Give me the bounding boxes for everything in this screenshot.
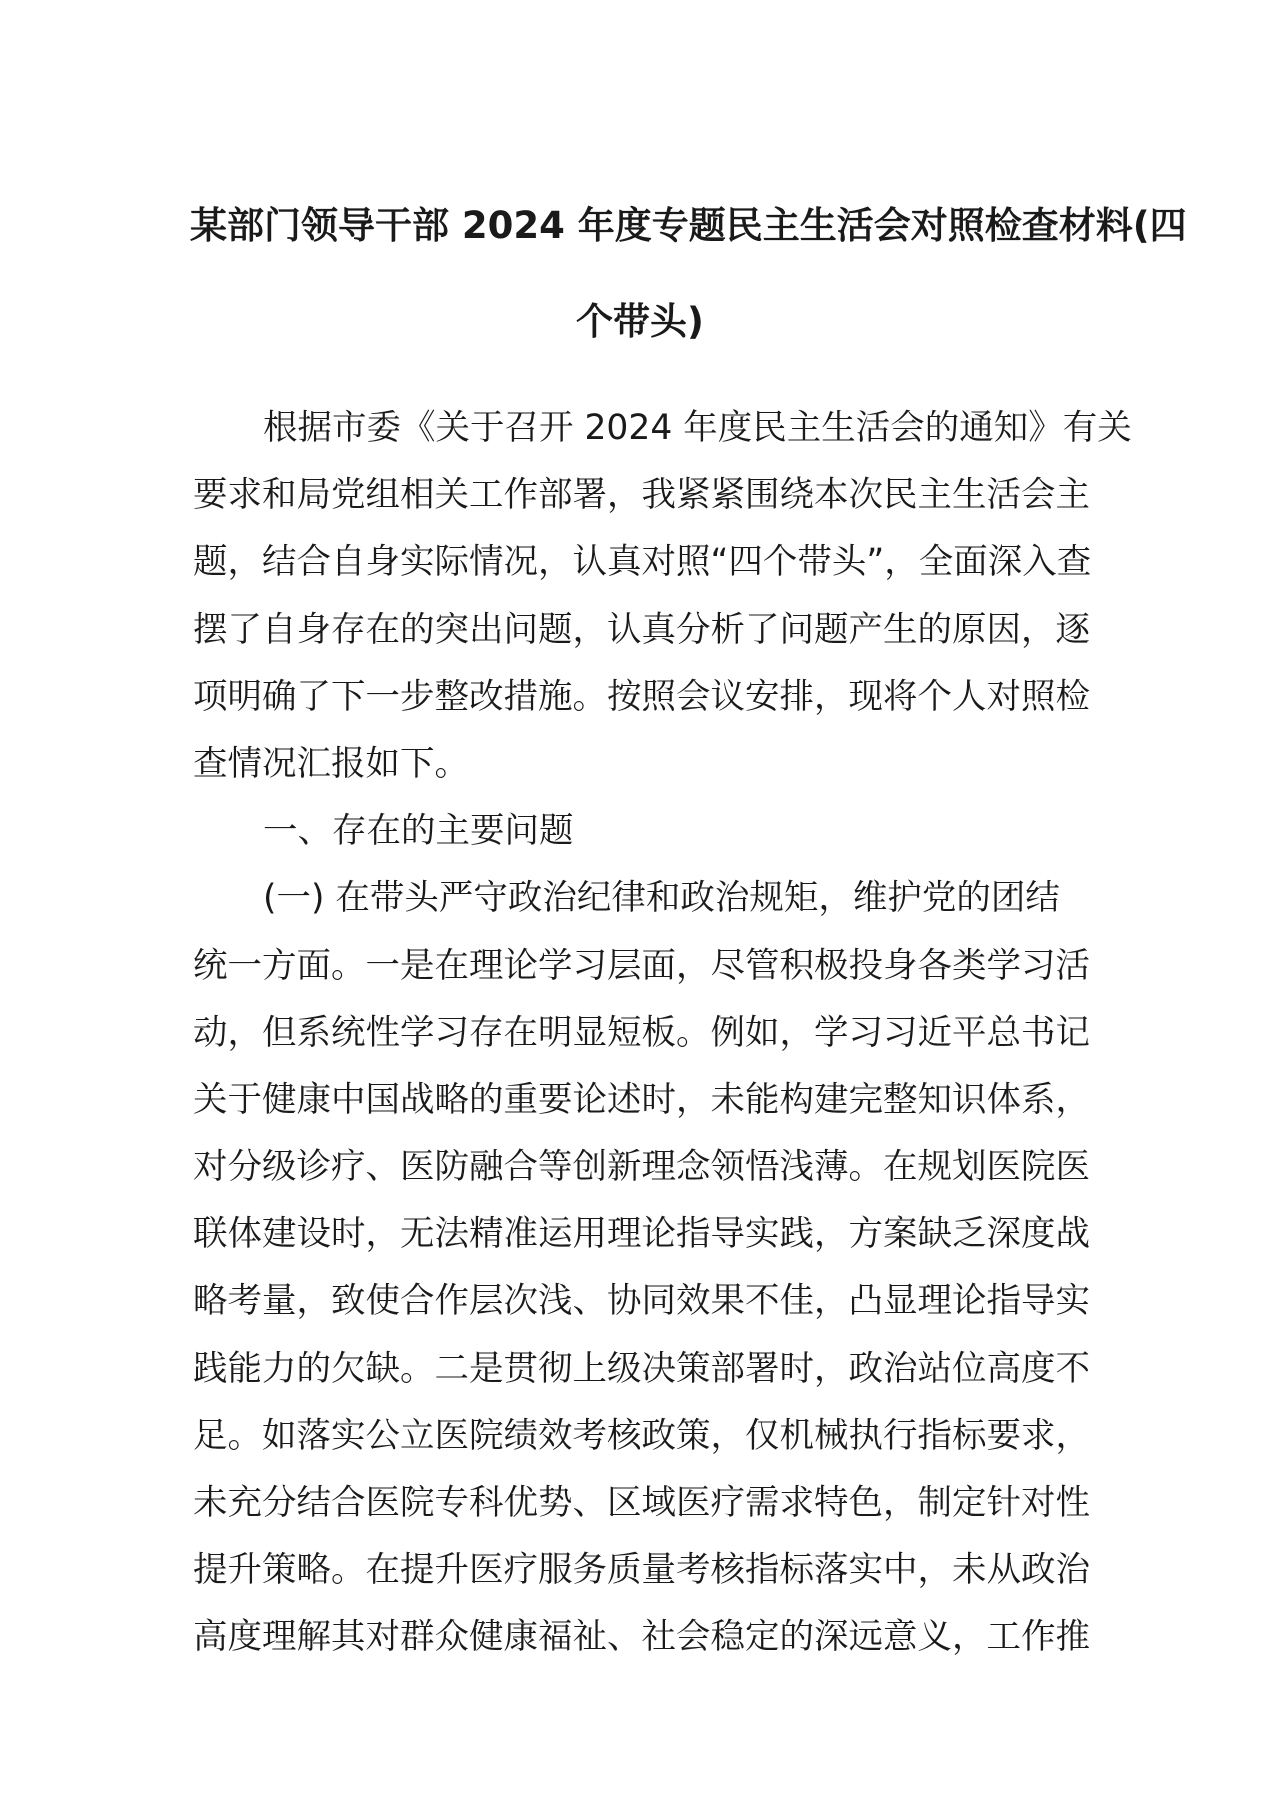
paragraph-line: 高度理解其对群众健康福祉、社会稳定的深远意义，工作推 xyxy=(193,1617,1090,1658)
paragraph-line: 联体建设时，无法精准运用理论指导实践，方案缺乏深度战 xyxy=(193,1214,1090,1255)
paragraph-line: 对分级诊疗、医防融合等创新理念领悟浅薄。在规划医院医 xyxy=(193,1147,1090,1188)
paragraph-line: 统一方面。一是在理论学习层面，尽管积极投身各类学习活 xyxy=(193,945,1090,986)
paragraph-line: 查情况汇报如下。 xyxy=(193,743,469,784)
paragraph-line: 未充分结合医院专科优势、区域医疗需求特色，制定针对性 xyxy=(193,1483,1090,1523)
section-heading-text: 一、存在的主要问题 xyxy=(263,811,574,852)
paragraph-line: 提升策略。在提升医疗服务质量考核指标落实中，未从政治 xyxy=(193,1550,1090,1591)
paragraph-text: (一) 在带头严守政治纪律和政治规矩，维护党的团结 xyxy=(263,878,1060,919)
document-body xyxy=(193,395,1132,1672)
paragraph-line: 摆了自身存在的突出问题，认真分析了问题产生的原因，逐 xyxy=(193,609,1090,650)
paragraph-line: 关于健康中国战略的重要论述时，未能构建完整知识体系， xyxy=(193,1079,1090,1120)
paragraph-line: 项明确了下一步整改措施。按照会议安排，现将个人对照检 xyxy=(193,676,1090,717)
paragraph-line: 题，结合自身实际情况，认真对照“四个带头”，全面深入查 xyxy=(193,542,1092,583)
document-title xyxy=(190,178,1187,370)
paragraph-line: 动，但系统性学习存在明显短板。例如，学习习近平总书记 xyxy=(193,1012,1090,1053)
paragraph-line: 要求和局党组相关工作部署，我紧紧围绕本次民主生活会主 xyxy=(193,475,1090,516)
paragraph-line: 略考量，致使合作层次浅、协同效果不佳，凸显理论指导实 xyxy=(193,1281,1090,1322)
title-line: 某部门领导干部 2024 年度专题民主生活会对照检查材料(四 xyxy=(190,204,1187,247)
section-heading xyxy=(193,798,1085,865)
paragraph-line: 践能力的欠缺。二是贯彻上级决策部署时，政治站位高度不 xyxy=(193,1348,1090,1389)
title-line: 个带头) xyxy=(576,300,704,343)
paragraph-text: 根据市委《关于召开 2024 年度民主生活会的通知》有关 xyxy=(263,408,1132,448)
paragraph-line xyxy=(193,865,1085,932)
paragraph-line xyxy=(193,395,1132,462)
paragraph-line: 足。如落实公立医院绩效考核政策，仅机械执行指标要求， xyxy=(193,1415,1090,1456)
